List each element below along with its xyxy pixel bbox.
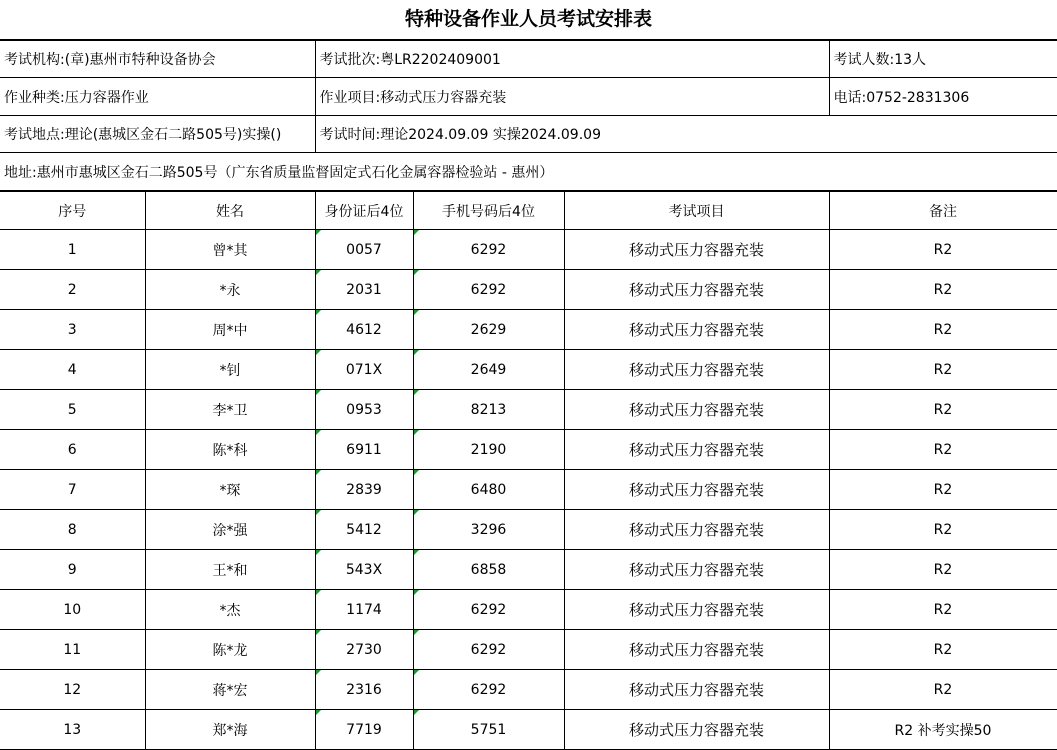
row-name: *永 [145, 270, 315, 310]
row-item: 移动式压力容器充装 [564, 230, 829, 270]
row-no: 2 [0, 270, 145, 310]
row-item: 移动式压力容器充装 [564, 510, 829, 550]
row-item: 移动式压力容器充装 [564, 630, 829, 670]
row-phone4: 6858 [413, 550, 564, 590]
exam-address: 地址:惠州市惠城区金石二路505号（广东省质量监督固定式石化金属容器检验站 - 惠州） [0, 153, 1057, 191]
row-no: 11 [0, 630, 145, 670]
row-phone4: 3296 [413, 510, 564, 550]
row-no: 5 [0, 390, 145, 430]
table-row [0, 510, 1057, 550]
row-note: R2 补考实操50 [829, 710, 1057, 750]
row-item: 移动式压力容器充装 [564, 470, 829, 510]
row-name: 曾*其 [145, 230, 315, 270]
row-item: 移动式压力容器充装 [564, 670, 829, 710]
exam-batch: 考试批次:粤LR2202409001 [315, 41, 829, 78]
header-item: 考试项目 [564, 192, 829, 230]
row-no: 8 [0, 510, 145, 550]
row-id4: 4612 [315, 310, 413, 350]
header-note: 备注 [829, 192, 1057, 230]
row-no: 1 [0, 230, 145, 270]
row-id4: 071X [315, 350, 413, 390]
row-note: R2 [829, 510, 1057, 550]
row-note: R2 [829, 590, 1057, 630]
row-id4: 6911 [315, 430, 413, 470]
row-name: *钊 [145, 350, 315, 390]
sheet-title: 特种设备作业人员考试安排表 [0, 0, 1057, 40]
row-note: R2 [829, 270, 1057, 310]
exam-count: 考试人数:13人 [829, 41, 1057, 78]
table-header-row [0, 192, 1057, 230]
row-note: R2 [829, 430, 1057, 470]
row-phone4: 5751 [413, 710, 564, 750]
row-note: R2 [829, 670, 1057, 710]
header-id4: 身份证后4位 [315, 192, 413, 230]
row-name: 李*卫 [145, 390, 315, 430]
row-name: 涂*强 [145, 510, 315, 550]
row-name: *杰 [145, 590, 315, 630]
row-note: R2 [829, 350, 1057, 390]
table-row [0, 430, 1057, 470]
exam-info-table [0, 40, 1057, 191]
table-row [0, 590, 1057, 630]
row-note: R2 [829, 470, 1057, 510]
table-row [0, 230, 1057, 270]
row-id4: 0057 [315, 230, 413, 270]
row-note: R2 [829, 550, 1057, 590]
candidate-table [0, 191, 1057, 750]
table-row [0, 630, 1057, 670]
row-item: 移动式压力容器充装 [564, 430, 829, 470]
row-name: 郑*海 [145, 710, 315, 750]
row-item: 移动式压力容器充装 [564, 350, 829, 390]
row-id4: 543X [315, 550, 413, 590]
contact-phone: 电话:0752-2831306 [829, 78, 1057, 116]
row-id4: 2316 [315, 670, 413, 710]
header-name: 姓名 [145, 192, 315, 230]
row-id4: 7719 [315, 710, 413, 750]
table-row [0, 470, 1057, 510]
row-phone4: 6292 [413, 270, 564, 310]
table-row [0, 390, 1057, 430]
row-id4: 2839 [315, 470, 413, 510]
row-item: 移动式压力容器充装 [564, 710, 829, 750]
row-item: 移动式压力容器充装 [564, 310, 829, 350]
row-phone4: 2649 [413, 350, 564, 390]
work-category: 作业种类:压力容器作业 [0, 78, 315, 116]
row-name: 周*中 [145, 310, 315, 350]
row-phone4: 6292 [413, 590, 564, 630]
table-row [0, 550, 1057, 590]
row-id4: 2730 [315, 630, 413, 670]
row-no: 6 [0, 430, 145, 470]
row-no: 9 [0, 550, 145, 590]
row-phone4: 6292 [413, 670, 564, 710]
row-note: R2 [829, 310, 1057, 350]
row-phone4: 2190 [413, 430, 564, 470]
row-id4: 2031 [315, 270, 413, 310]
row-no: 7 [0, 470, 145, 510]
row-note: R2 [829, 230, 1057, 270]
row-no: 3 [0, 310, 145, 350]
row-no: 10 [0, 590, 145, 630]
row-no: 12 [0, 670, 145, 710]
row-id4: 5412 [315, 510, 413, 550]
row-name: 陈*科 [145, 430, 315, 470]
row-phone4: 6480 [413, 470, 564, 510]
row-item: 移动式压力容器充装 [564, 390, 829, 430]
row-phone4: 8213 [413, 390, 564, 430]
row-no: 4 [0, 350, 145, 390]
table-row [0, 670, 1057, 710]
row-phone4: 6292 [413, 630, 564, 670]
row-item: 移动式压力容器充装 [564, 270, 829, 310]
header-no: 序号 [0, 192, 145, 230]
exam-org: 考试机构:(章)惠州市特种设备协会 [0, 41, 315, 78]
exam-time: 考试时间:理论2024.09.09 实操2024.09.09 [315, 116, 1057, 153]
row-phone4: 6292 [413, 230, 564, 270]
row-phone4: 2629 [413, 310, 564, 350]
table-row [0, 270, 1057, 310]
table-row [0, 710, 1057, 750]
header-phone4: 手机号码后4位 [413, 192, 564, 230]
row-note: R2 [829, 630, 1057, 670]
table-row [0, 310, 1057, 350]
row-name: 王*和 [145, 550, 315, 590]
row-no: 13 [0, 710, 145, 750]
row-id4: 1174 [315, 590, 413, 630]
row-name: 蒋*宏 [145, 670, 315, 710]
row-item: 移动式压力容器充装 [564, 590, 829, 630]
row-id4: 0953 [315, 390, 413, 430]
work-project: 作业项目:移动式压力容器充装 [315, 78, 829, 116]
exam-location: 考试地点:理论(惠城区金石二路505号)实操() [0, 116, 315, 153]
row-note: R2 [829, 390, 1057, 430]
row-name: *琛 [145, 470, 315, 510]
row-item: 移动式压力容器充装 [564, 550, 829, 590]
table-row [0, 350, 1057, 390]
row-name: 陈*龙 [145, 630, 315, 670]
